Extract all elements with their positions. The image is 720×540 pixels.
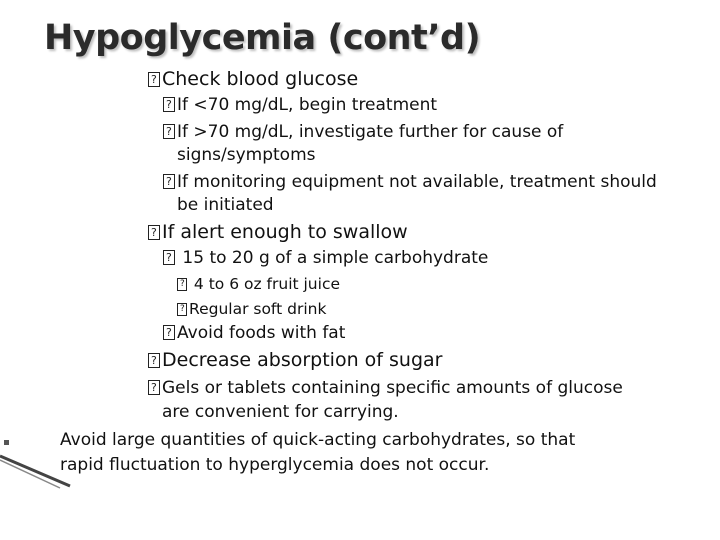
bullet-text: Decrease absorption of sugar bbox=[162, 349, 443, 371]
bullet-no-equipment bbox=[163, 174, 657, 192]
bullet-text: If >70 mg/dL, investigate further for cause of bbox=[177, 122, 564, 142]
unrendered-glyph-icon bbox=[148, 380, 160, 395]
bullet-below-70 bbox=[163, 97, 437, 115]
bullet-continuation: signs/symptoms bbox=[177, 145, 316, 165]
unrendered-glyph-icon bbox=[163, 174, 175, 189]
bullet-fruit-juice bbox=[177, 276, 340, 292]
unrendered-glyph-icon bbox=[163, 124, 175, 139]
bullet-text: Avoid foods with fat bbox=[177, 323, 346, 343]
unrendered-glyph-icon bbox=[177, 303, 187, 316]
bullet-avoid-fat bbox=[163, 325, 345, 343]
bullet-alert-swallow bbox=[148, 223, 408, 243]
unrendered-glyph-icon bbox=[148, 225, 160, 240]
bullet-text: If alert enough to swallow bbox=[162, 221, 408, 243]
bullet-decrease-absorption bbox=[148, 351, 442, 371]
bullet-text: Check blood glucose bbox=[162, 68, 359, 90]
unrendered-glyph-icon bbox=[148, 72, 160, 87]
slide-title: Hypoglycemia (cont’d) bbox=[44, 18, 481, 58]
bullet-text: If monitoring equipment not available, treatment should bbox=[177, 172, 657, 192]
unrendered-glyph-icon bbox=[163, 250, 175, 265]
bullet-continuation: be initiated bbox=[177, 195, 274, 215]
bullet-avoid-large-quantities: Avoid large quantities of quick-acting carbohydrates, so that bbox=[60, 430, 576, 450]
bullet-check-glucose bbox=[148, 70, 358, 90]
unrendered-glyph-icon bbox=[163, 97, 175, 112]
bullet-continuation: are convenient for carrying. bbox=[162, 402, 399, 422]
bullet-text: 15 to 20 g of a simple carbohydrate bbox=[177, 248, 489, 268]
bullet-text: If <70 mg/dL, begin treatment bbox=[177, 95, 438, 115]
bullet-gels-tablets bbox=[148, 380, 623, 398]
bullet-above-70 bbox=[163, 124, 563, 142]
bullet-text: Regular soft drink bbox=[189, 300, 327, 318]
bullet-continuation: rapid fluctuation to hyperglycemia does not occur. bbox=[60, 455, 490, 475]
unrendered-glyph-icon bbox=[177, 278, 187, 291]
bullet-soft-drink bbox=[177, 301, 326, 317]
square-bullet-icon bbox=[4, 440, 9, 445]
bullet-15-20g bbox=[163, 250, 488, 268]
bullet-text: Gels or tablets containing specific amounts of glucose bbox=[162, 378, 623, 398]
unrendered-glyph-icon bbox=[163, 325, 175, 340]
unrendered-glyph-icon bbox=[148, 353, 160, 368]
bullet-text: 4 to 6 oz fruit juice bbox=[189, 275, 340, 293]
corner-decoration bbox=[0, 450, 80, 490]
